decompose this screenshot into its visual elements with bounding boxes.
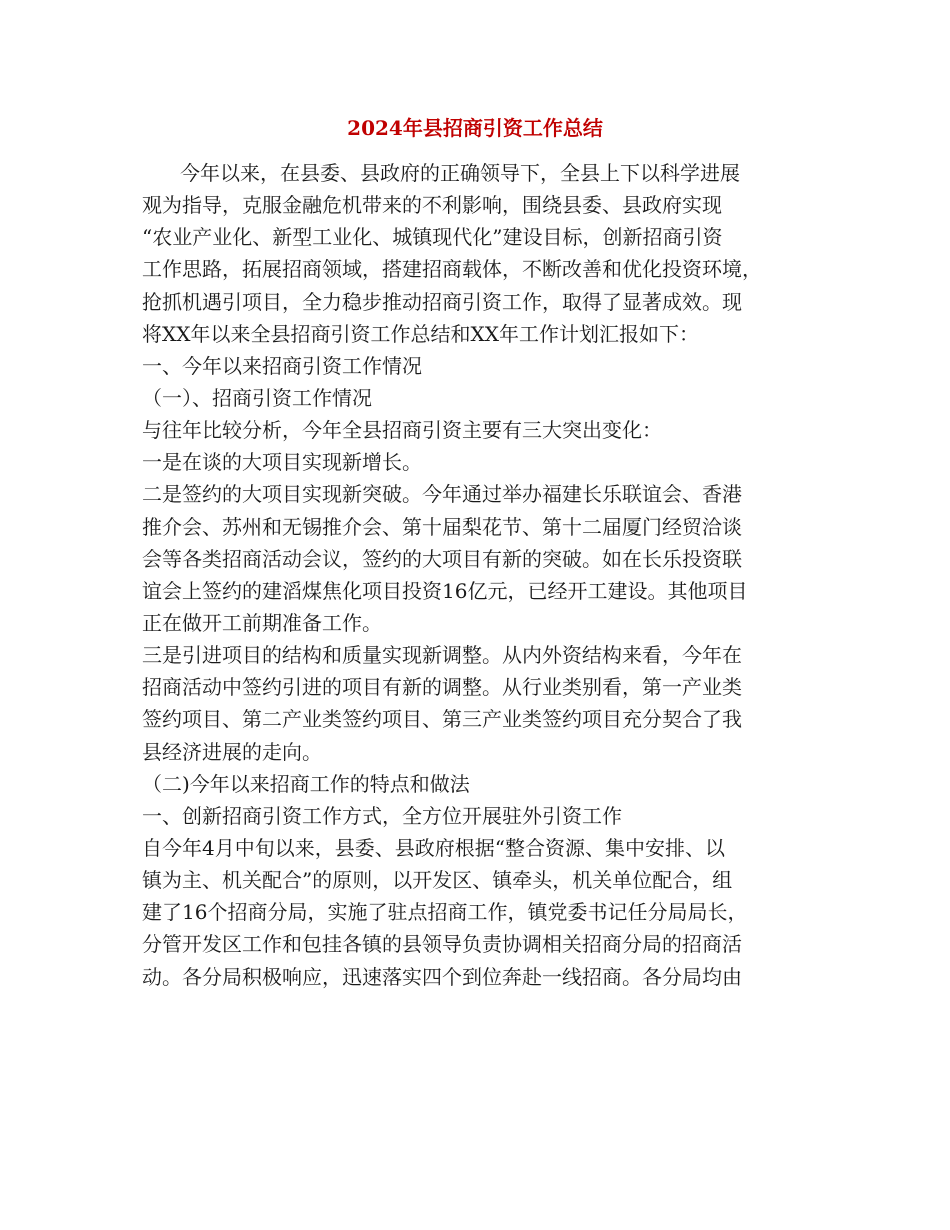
- paragraph-line: 工作思路，拓展招商领域，搭建招商载体，不断改善和优化投资环境，: [142, 257, 762, 282]
- paragraph-line: 与往年比较分析，今年全县招商引资主要有三大突出变化：: [142, 418, 662, 443]
- section-heading: 一、今年以来招商引资工作情况: [142, 353, 422, 378]
- paragraph-line: 二是签约的大项目实现新突破。今年通过举办福建长乐联谊会、香港: [142, 482, 742, 507]
- subsection-heading: （一）、招商引资工作情况: [142, 385, 372, 410]
- document-title: 2024年县招商引资工作总结: [347, 116, 603, 140]
- paragraph-line: 县经济进展的走向。: [142, 739, 322, 764]
- paragraph-line: 推介会、苏州和无锡推介会、第十届梨花节、第十二届厦门经贸洽谈: [142, 514, 742, 539]
- paragraph-line: 将XX年以来全县招商引资工作总结和XX年工作计划汇报如下：: [142, 321, 699, 346]
- paragraph-line: 建了16个招商分局，实施了驻点招商工作，镇党委书记任分局局长，: [142, 900, 748, 925]
- document-body: [142, 157, 807, 993]
- section-heading: 一、创新招商引资工作方式，全方位开展驻外引资工作: [142, 803, 622, 828]
- paragraph-line: 镇为主、机关配合”的原则，以开发区、镇牵头，机关单位配合，组: [142, 868, 733, 893]
- paragraph-line: 谊会上签约的建滔煤焦化项目投资16亿元，已经开工建设。其他项目: [142, 578, 748, 603]
- paragraph-line: 抢抓机遇引项目，全力稳步推动招商引资工作，取得了显著成效。现: [142, 289, 742, 314]
- paragraph-line: 招商活动中签约引进的项目有新的调整。从行业类别看，第一产业类: [142, 675, 742, 700]
- paragraph-line: “农业产业化、新型工业化、城镇现代化”建设目标，创新招商引资: [142, 225, 723, 250]
- paragraph-line: 今年以来，在县委、县政府的正确领导下，全县上下以科学进展: [180, 161, 740, 185]
- paragraph-line: 观为指导，克服金融危机带来的不利影响，围绕县委、县政府实现: [142, 193, 722, 218]
- subsection-heading: （二)今年以来招商工作的特点和做法: [142, 771, 470, 796]
- paragraph-line: 正在做开工前期准备工作。: [142, 610, 382, 635]
- paragraph-line: 动。各分局积极响应，迅速落实四个到位奔赴一线招商。各分局均由: [142, 964, 742, 989]
- paragraph-line: 自今年4月中旬以来，县委、县政府根据“整合资源、集中安排、以: [142, 835, 725, 860]
- paragraph-line: 一是在谈的大项目实现新增长。: [142, 450, 422, 475]
- paragraph-line: 签约项目、第二产业类签约项目、第三产业类签约项目充分契合了我: [142, 707, 742, 732]
- paragraph-line: 三是引进项目的结构和质量实现新调整。从内外资结构来看，今年在: [142, 643, 742, 668]
- paragraph-line: 分管开发区工作和包挂各镇的县领导负责协调相关招商分局的招商活: [142, 932, 742, 957]
- paragraph-line: 会等各类招商活动会议，签约的大项目有新的突破。如在长乐投资联: [142, 546, 742, 571]
